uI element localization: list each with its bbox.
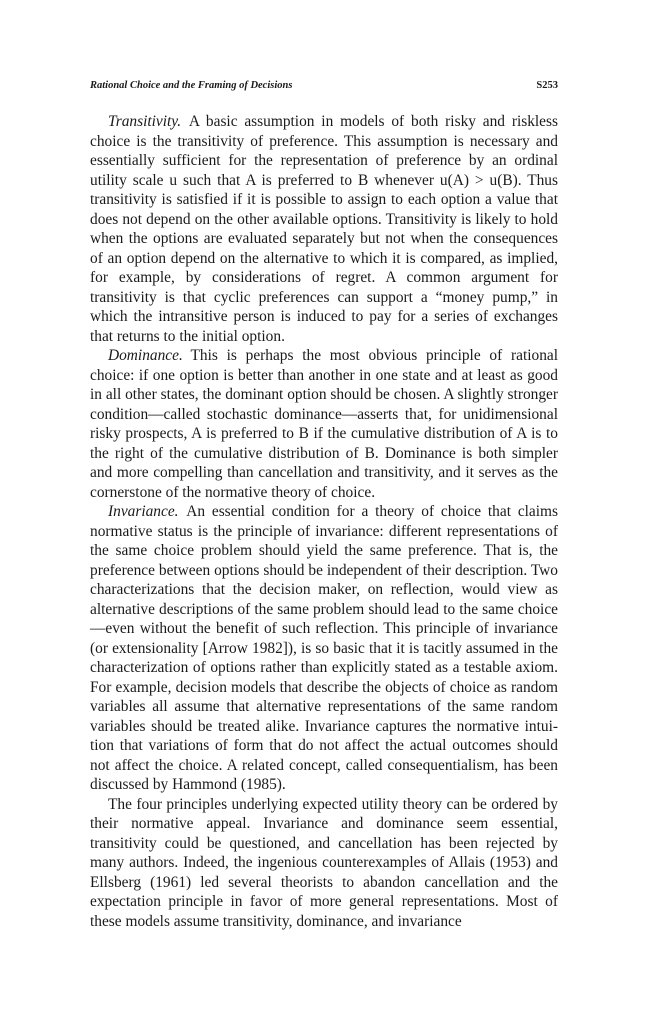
paragraph-invariance xyxy=(90,502,558,795)
paragraph-dominance xyxy=(90,346,558,502)
paragraph-body: This is perhaps the most obvious principle of rational choice: if one option is better than another in one state and at least as good in all other states, the dominant option should be chosen. A slightly stronger condition—called stochastic dominance—asserts that, for unidimensional risky prospects, A is preferred to B if the cumulative distribution of A is to the right of the cumulative distribution of B. Dominance is both simpler and more compelling than cancellation and transitivity, and it serves as the cornerstone of the normative theory of choice. xyxy=(90,347,558,501)
paragraph-lead: Invariance. xyxy=(108,503,179,520)
page-number: S253 xyxy=(536,80,558,91)
paragraph-principles-ordering xyxy=(90,795,558,932)
body-text xyxy=(90,112,558,931)
paragraph-body: A basic assumption in models of both risky and riskless choice is the transitivity of preference. This assumption is necessary and essentially sufficient for the representation of preference by an ordinal utility scale u such that A is preferred to B whenever u(A) > u(B). Thus transitivity is satisfied if it is possible to assign to each option a value that does not depend on the other available options. Transitivity is likely to hold when the options are evaluated separately but not when the consequences of an option depend on the alternative to which it is compared, as implied, for example, by considerations of regret. A common argument for transitivity is that cyclic preferences can support a “money pump,” in which the intransitive person is induced to pay for a series of exchanges that returns to the initial option. xyxy=(90,113,558,345)
running-head xyxy=(90,80,558,98)
paragraph-body: The four principles underlying expected utility theory can be ordered by their normative appeal. Invariance and dominance seem essential, transitivity could be questioned, and cancellation has been rejected by many authors. Indeed, the ingenious counterexamples of Allais (1953) and Ellsberg (1961) led several theorists to abandon cancellation and the expectation principle in favor of more general representations. Most of these models assume transitivity, dominance, and invariance xyxy=(90,795,558,930)
running-title: Rational Choice and the Framing of Decisions xyxy=(90,80,293,91)
paragraph-lead: Transitivity. xyxy=(108,113,182,130)
paragraph-lead: Dominance. xyxy=(108,347,183,364)
paragraph-transitivity xyxy=(90,112,558,346)
paragraph-body: An essential condition for a theory of choice that claims normative status is the principle of invariance: different representations of the same choice problem should yield the same preference. That is, the preference between options should be independent of their description. Two characterizations that the decision maker, on reflection, would view as alternative descriptions of the same problem should lead to the same choice—even without the benefit of such reflection. This principle of invariance (or extensionality [Arrow 1982]), is so basic that it is tacitly assumed in the characterization of options rather than explicitly stated as a testable axiom. For example, decision models that describe the objects of choice as random variables all assume that alternative representations of the same random variables should be treated alike. Invariance captures the normative intuition that variations of form that do not affect the actual outcomes should not affect the choice. A related concept, called consequentialism, has been discussed by Hammond (1985). xyxy=(90,503,558,793)
